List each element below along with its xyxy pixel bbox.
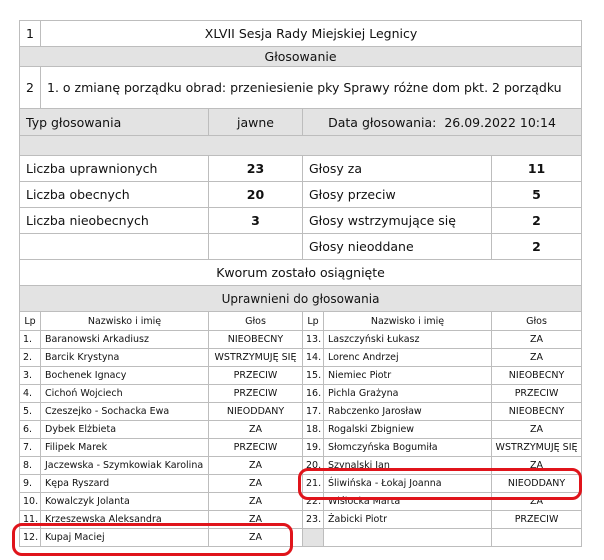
not-cast-count: 2 bbox=[492, 234, 582, 260]
member-vote: PRZECIW bbox=[209, 439, 303, 457]
col-vote-header: Głos bbox=[209, 312, 303, 331]
member-vote: PRZECIW bbox=[492, 511, 582, 529]
member-lp: 17. bbox=[303, 403, 324, 421]
member-row bbox=[20, 349, 582, 367]
item-number: 2 bbox=[20, 67, 41, 109]
member-vote: NIEOBECNY bbox=[209, 331, 303, 349]
member-row bbox=[20, 457, 582, 475]
eligible-label: Liczba uprawnionych bbox=[20, 156, 209, 182]
present-label: Liczba obecnych bbox=[20, 182, 209, 208]
member-lp: 5. bbox=[20, 403, 41, 421]
member-vote: ZA bbox=[492, 421, 582, 439]
member-name: Rogalski Zbigniew bbox=[324, 421, 492, 439]
votes-against-label: Głosy przeciw bbox=[303, 182, 492, 208]
member-name: Kowalczyk Jolanta bbox=[41, 493, 209, 511]
member-vote: PRZECIW bbox=[209, 385, 303, 403]
member-name bbox=[324, 529, 492, 547]
member-row bbox=[20, 529, 582, 547]
quorum-status: Kworum zostało osiągnięte bbox=[20, 260, 582, 286]
member-vote: ZA bbox=[492, 457, 582, 475]
member-name: Dybek Elżbieta bbox=[41, 421, 209, 439]
member-vote: ZA bbox=[209, 529, 303, 547]
member-lp: 10. bbox=[20, 493, 41, 511]
voting-header: Głosowanie bbox=[20, 47, 582, 67]
member-row bbox=[20, 421, 582, 439]
member-lp: 8. bbox=[20, 457, 41, 475]
votes-for-label: Głosy za bbox=[303, 156, 492, 182]
member-name: Śliwińska - Łokaj Joanna bbox=[324, 475, 492, 493]
member-lp: 9. bbox=[20, 475, 41, 493]
member-lp: 15. bbox=[303, 367, 324, 385]
member-vote: WSTRZYMUJĘ SIĘ bbox=[209, 349, 303, 367]
member-row bbox=[20, 511, 582, 529]
member-lp: 2. bbox=[20, 349, 41, 367]
member-name: Czeszejko - Sochacka Ewa bbox=[41, 403, 209, 421]
member-name: Jaczewska - Szymkowiak Karolina bbox=[41, 457, 209, 475]
member-name: Szynalski Jan bbox=[324, 457, 492, 475]
member-lp: 11. bbox=[20, 511, 41, 529]
member-lp: 21. bbox=[303, 475, 324, 493]
member-vote: PRZECIW bbox=[492, 385, 582, 403]
member-name: Słomczyńska Bogumiła bbox=[324, 439, 492, 457]
member-lp: 16. bbox=[303, 385, 324, 403]
votes-against-count: 5 bbox=[492, 182, 582, 208]
col-lp-header: Lp bbox=[303, 312, 324, 331]
member-vote bbox=[492, 529, 582, 547]
col-name-header: Nazwisko i imię bbox=[324, 312, 492, 331]
member-row bbox=[20, 475, 582, 493]
spacer-row bbox=[20, 136, 582, 156]
member-row bbox=[20, 493, 582, 511]
abstain-count: 2 bbox=[492, 208, 582, 234]
member-name: Rabczenko Jarosław bbox=[324, 403, 492, 421]
voting-report-table bbox=[19, 20, 582, 547]
member-lp: 23. bbox=[303, 511, 324, 529]
member-name: Pichla Grażyna bbox=[324, 385, 492, 403]
member-row bbox=[20, 385, 582, 403]
member-vote: ZA bbox=[492, 331, 582, 349]
member-row bbox=[20, 403, 582, 421]
present-count: 20 bbox=[209, 182, 303, 208]
vote-date-value: 26.09.2022 10:14 bbox=[444, 114, 556, 130]
member-lp: 22. bbox=[303, 493, 324, 511]
member-name: Kępa Ryszard bbox=[41, 475, 209, 493]
col-name-header: Nazwisko i imię bbox=[41, 312, 209, 331]
member-name: Krzeszewska Aleksandra bbox=[41, 511, 209, 529]
member-name: Barcik Krystyna bbox=[41, 349, 209, 367]
member-row bbox=[20, 439, 582, 457]
member-vote: ZA bbox=[209, 421, 303, 439]
not-cast-label: Głosy nieoddane bbox=[303, 234, 492, 260]
member-lp: 19. bbox=[303, 439, 324, 457]
member-lp: 3. bbox=[20, 367, 41, 385]
member-name: Laszczyński Łukasz bbox=[324, 331, 492, 349]
member-name: Cichoń Wojciech bbox=[41, 385, 209, 403]
eligible-count: 23 bbox=[209, 156, 303, 182]
member-vote: NIEODDANY bbox=[209, 403, 303, 421]
member-vote: NIEOBECNY bbox=[492, 367, 582, 385]
member-vote: ZA bbox=[492, 493, 582, 511]
member-row bbox=[20, 367, 582, 385]
member-vote: WSTRZYMUJĘ SIĘ bbox=[492, 439, 582, 457]
absent-count: 3 bbox=[209, 208, 303, 234]
member-vote: ZA bbox=[209, 457, 303, 475]
member-name: Niemiec Piotr bbox=[324, 367, 492, 385]
member-name: Żabicki Piotr bbox=[324, 511, 492, 529]
vote-date-label: Data głosowania: bbox=[328, 114, 437, 130]
member-vote: PRZECIW bbox=[209, 367, 303, 385]
member-vote: NIEOBECNY bbox=[492, 403, 582, 421]
session-number: 1 bbox=[20, 21, 41, 47]
abstain-label: Głosy wstrzymujące się bbox=[303, 208, 492, 234]
member-vote: ZA bbox=[209, 475, 303, 493]
member-lp: 13. bbox=[303, 331, 324, 349]
member-vote: ZA bbox=[492, 349, 582, 367]
member-name: Filipek Marek bbox=[41, 439, 209, 457]
member-vote: ZA bbox=[209, 511, 303, 529]
empty-cell bbox=[209, 234, 303, 260]
member-lp: 6. bbox=[20, 421, 41, 439]
eligible-list-header: Uprawnieni do głosowania bbox=[20, 286, 582, 312]
session-title: XLVII Sesja Rady Miejskiej Legnicy bbox=[41, 21, 582, 47]
member-lp: 20. bbox=[303, 457, 324, 475]
member-name: Wiśłocka Marta bbox=[324, 493, 492, 511]
vote-type-label: Typ głosowania bbox=[20, 109, 209, 136]
col-vote-header: Głos bbox=[492, 312, 582, 331]
member-lp: 12. bbox=[20, 529, 41, 547]
empty-cell bbox=[303, 529, 324, 547]
member-name: Lorenc Andrzej bbox=[324, 349, 492, 367]
member-lp: 7. bbox=[20, 439, 41, 457]
vote-date bbox=[303, 109, 582, 136]
member-lp: 1. bbox=[20, 331, 41, 349]
item-text: 1. o zmianę porządku obrad: przeniesienie pky Sprawy różne dom pkt. 2 porządku bbox=[41, 67, 582, 109]
member-name: Kupaj Maciej bbox=[41, 529, 209, 547]
member-vote: ZA bbox=[209, 493, 303, 511]
member-row bbox=[20, 331, 582, 349]
absent-label: Liczba nieobecnych bbox=[20, 208, 209, 234]
member-name: Baranowski Arkadiusz bbox=[41, 331, 209, 349]
member-lp: 18. bbox=[303, 421, 324, 439]
vote-type-value: jawne bbox=[209, 109, 303, 136]
empty-cell bbox=[20, 234, 209, 260]
member-name: Bochenek Ignacy bbox=[41, 367, 209, 385]
votes-for-count: 11 bbox=[492, 156, 582, 182]
col-lp-header: Lp bbox=[20, 312, 41, 331]
member-lp: 14. bbox=[303, 349, 324, 367]
member-lp: 4. bbox=[20, 385, 41, 403]
member-vote: NIEODDANY bbox=[492, 475, 582, 493]
